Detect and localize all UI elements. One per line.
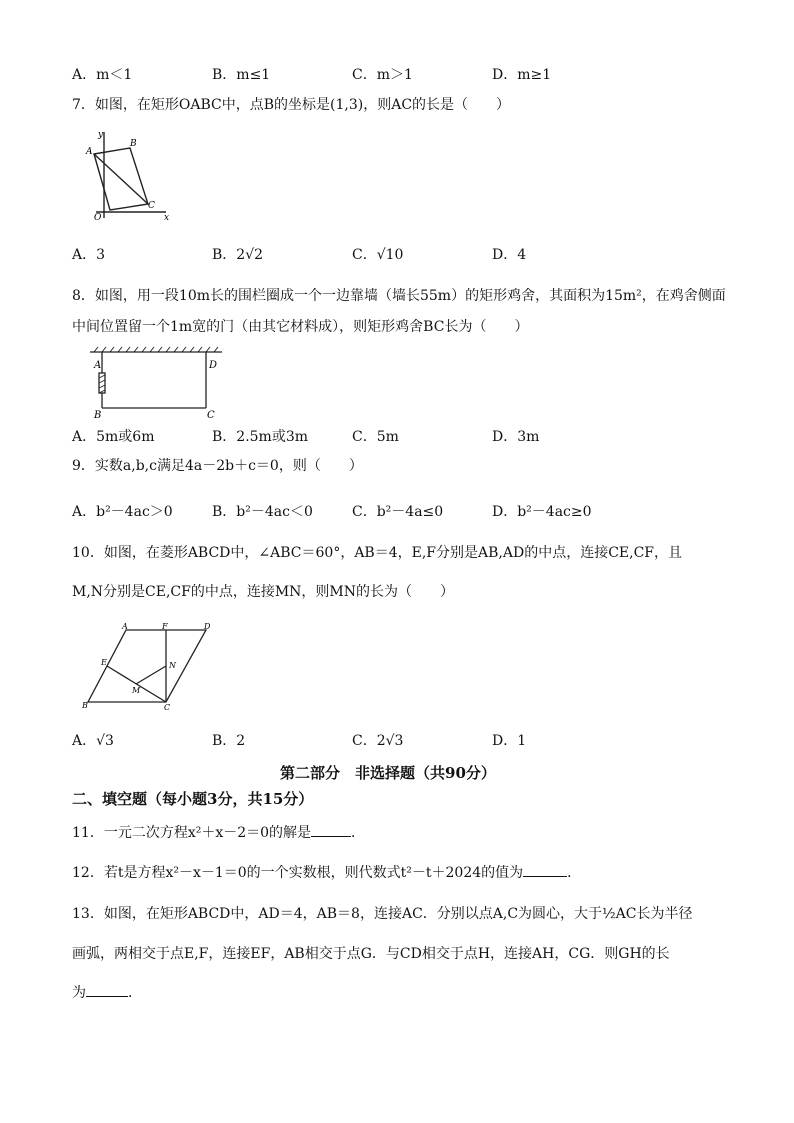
q6-option-a[interactable]: A．m＜1 bbox=[72, 67, 133, 83]
q12-text: 12．若t是方程x²－x－1＝0的一个实数根，则代数式t²－t＋2024的值为 bbox=[72, 865, 524, 881]
label-b: B bbox=[130, 139, 137, 149]
wall-hatching bbox=[94, 347, 218, 352]
q10-option-d[interactable]: D．1 bbox=[492, 733, 527, 749]
q11 bbox=[72, 822, 365, 843]
q9-option-c[interactable]: C．b²－4a≤0 bbox=[352, 504, 444, 520]
q11-answer-blank[interactable] bbox=[311, 822, 351, 837]
q7-option-b[interactable]: B．2√2 bbox=[212, 247, 264, 263]
q6-option-d[interactable]: D．m≥1 bbox=[492, 67, 552, 83]
q13-end: ． bbox=[128, 985, 142, 1001]
label-m: M bbox=[132, 686, 141, 695]
q10-stem-line2: M,N分别是CE,CF的中点，连接MN，则MN的长为（ ） bbox=[72, 584, 455, 600]
label-c: C bbox=[164, 703, 171, 710]
q11-text: 11．一元二次方程x²＋x－2＝0的解是 bbox=[72, 825, 312, 841]
q8-option-d[interactable]: D．3m bbox=[492, 429, 540, 445]
q7-option-a[interactable]: A．3 bbox=[72, 247, 106, 263]
label-o: O bbox=[94, 213, 102, 223]
q12-answer-blank[interactable] bbox=[523, 862, 567, 877]
label-x: x bbox=[164, 213, 170, 223]
q8-figure bbox=[88, 346, 224, 422]
q9-option-a[interactable]: A．b²－4ac＞0 bbox=[72, 504, 173, 520]
q7-option-d[interactable]: D．4 bbox=[492, 247, 527, 263]
label-n: N bbox=[169, 661, 176, 670]
q13-line3-text: 为 bbox=[72, 985, 86, 1001]
q8-stem-line1: 8．如图，用一段10m长的围栏圈成一个一边靠墙（墙长55m）的矩形鸡舍，其面积为15m²，在鸡舍侧面 bbox=[72, 288, 726, 304]
q10-stem-line1: 10．如图，在菱形ABCD中，∠ABC＝60°，AB＝4，E,F分别是AB,AD的中点，连接CE,CF，且 bbox=[72, 545, 683, 561]
section2-title: 二、填空题（每小题3分，共15分） bbox=[72, 790, 314, 808]
q13-line1: 13．如图，在矩形ABCD中，AD＝4，AB＝8，连接AC．分别以点A,C为圆心，大于½AC长为半径 bbox=[72, 906, 693, 922]
label-c: C bbox=[207, 410, 215, 421]
label-a: A bbox=[86, 147, 93, 157]
label-b: B bbox=[94, 410, 102, 421]
label-e: E bbox=[101, 658, 107, 667]
door bbox=[99, 373, 105, 393]
label-a: A bbox=[122, 622, 128, 631]
q8-option-c[interactable]: C．5m bbox=[352, 429, 399, 445]
label-c: C bbox=[148, 201, 155, 211]
label-b: B bbox=[82, 701, 88, 710]
label-f: F bbox=[162, 622, 168, 631]
q10-figure bbox=[80, 622, 220, 710]
q12-end: ． bbox=[567, 865, 582, 881]
part2-title: 第二部分 非选择题（共90分） bbox=[280, 764, 496, 782]
q11-end: ． bbox=[351, 825, 366, 841]
q7-stem: 7．如图，在矩形OABC中，点B的坐标是(1,3)，则AC的长是（ ） bbox=[72, 97, 511, 113]
q10-option-c[interactable]: C．2√3 bbox=[352, 733, 404, 749]
q7-option-c[interactable]: C．√10 bbox=[352, 247, 404, 263]
q9-option-b[interactable]: B．b²－4ac＜0 bbox=[212, 504, 313, 520]
q6-option-c[interactable]: C．m＞1 bbox=[352, 67, 413, 83]
q6-option-b[interactable]: B．m≤1 bbox=[212, 67, 271, 83]
q9-option-d[interactable]: D．b²－4ac≥0 bbox=[492, 504, 592, 520]
label-d: D bbox=[204, 622, 211, 631]
q7-figure bbox=[84, 128, 174, 224]
q13-line2: 画弧，两相交于点E,F，连接EF，AB相交于点G．与CD相交于点H，连接AH，CG．则GH的长 bbox=[72, 946, 670, 962]
label-a: A bbox=[94, 360, 102, 371]
q10-option-b[interactable]: B．2 bbox=[212, 733, 246, 749]
label-y: y bbox=[98, 130, 104, 140]
q8-option-a[interactable]: A．5m或6m bbox=[72, 429, 155, 445]
label-d: D bbox=[209, 360, 218, 371]
q10-option-a[interactable]: A．√3 bbox=[72, 733, 114, 749]
q12 bbox=[72, 862, 581, 883]
q8-option-b[interactable]: B．2.5m或3m bbox=[212, 429, 309, 445]
segment-mn bbox=[136, 666, 166, 684]
q13-answer-blank[interactable] bbox=[86, 982, 128, 997]
q9-stem: 9．实数a,b,c满足4a－2b＋c＝0，则（ ） bbox=[72, 458, 363, 474]
q13-line3 bbox=[72, 982, 142, 1003]
q8-stem-line2: 中间位置留一个1m宽的门（由其它材料成），则矩形鸡舍BC长为（ ） bbox=[72, 319, 529, 335]
